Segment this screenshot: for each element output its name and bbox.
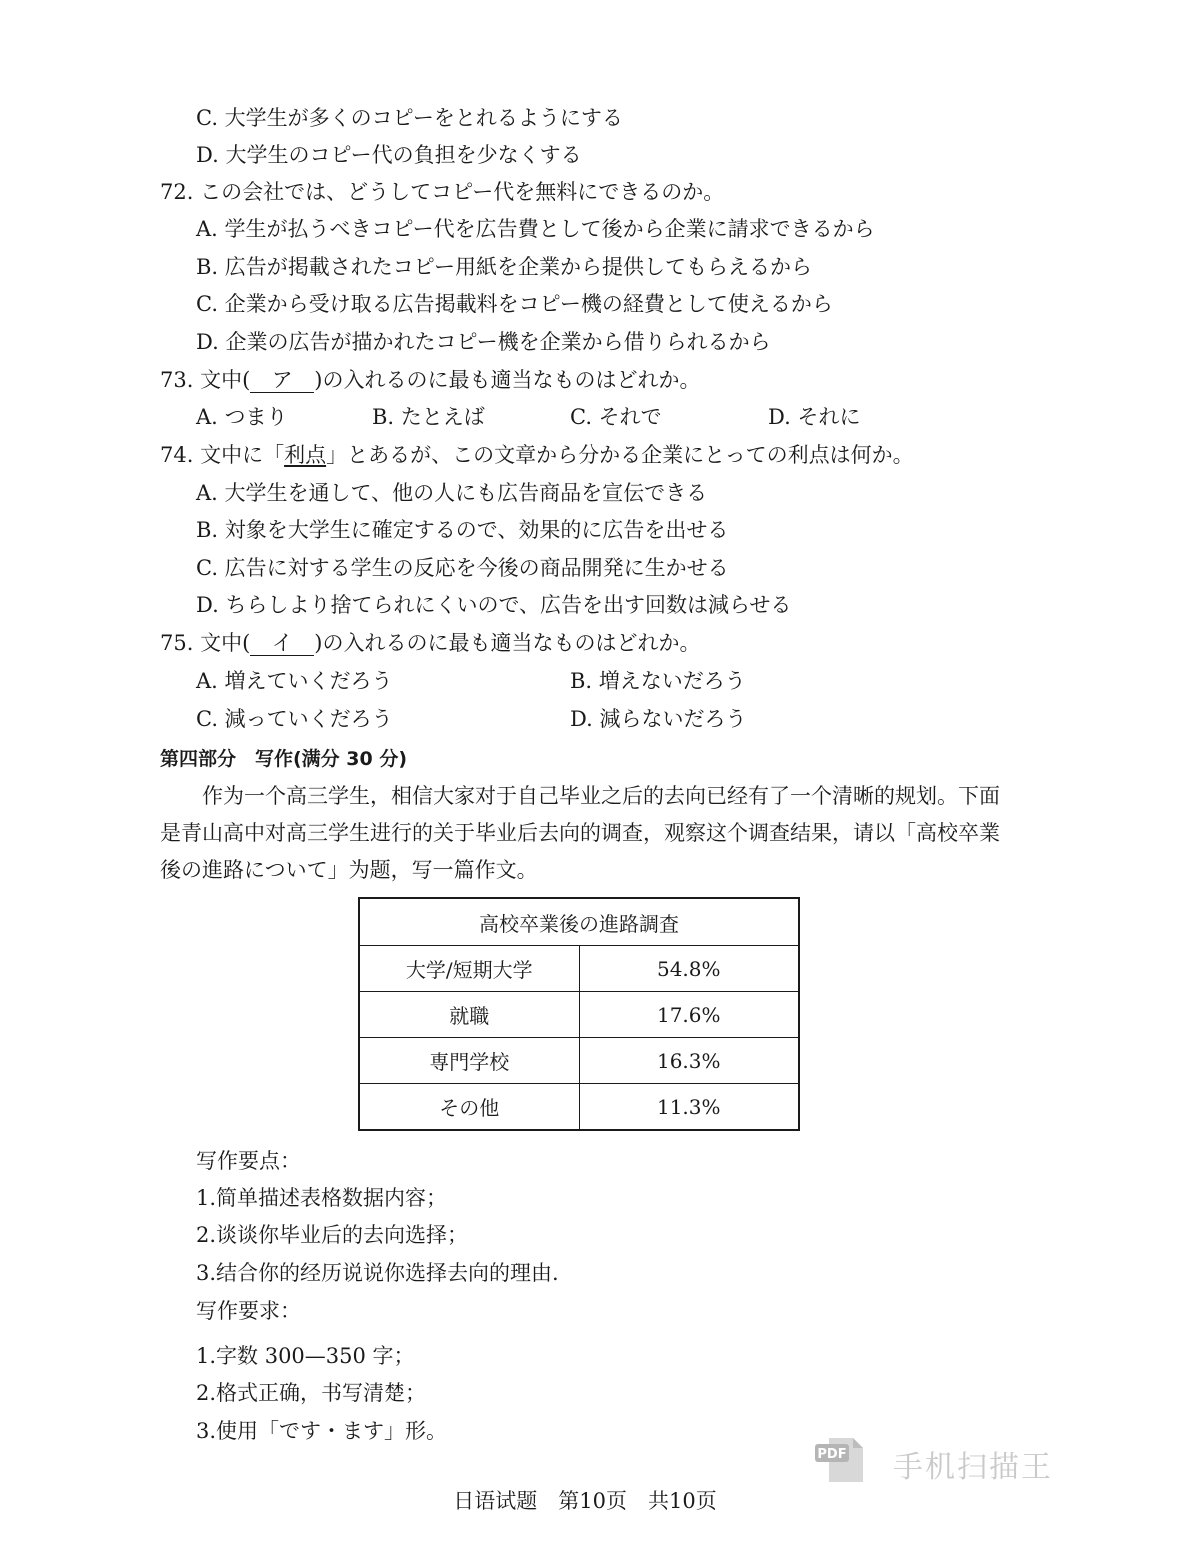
q75-stem-pre: 75. 文中( (160, 631, 251, 655)
q72-stem: 72. この会社では、どうしてコピー代を無料にできるのか。 (160, 180, 725, 204)
q75-stem-post: )の入れるのに最も適当なものはどれか。 (314, 631, 701, 655)
page-footer: 日语试题 第10页 共10页 (453, 1489, 717, 1513)
table-cell-label: その他 (359, 1084, 579, 1131)
section4-heading: 第四部分 写作(满分 30 分) (160, 748, 408, 770)
table-cell-value: 16.3% (579, 1038, 799, 1084)
q73-stem-post: )の入れるのに最も適当なものはどれか。 (314, 368, 701, 392)
q72-option-a: A. 学生が払うべきコピー代を広告費として後から企業に請求できるから (196, 217, 875, 241)
q73-blank: ア (250, 368, 314, 393)
q75-stem (160, 628, 700, 658)
q72-option-c: C. 企業から受け取る広告掲載料をコピー機の経費として使えるから (196, 292, 833, 316)
table-cell-label: 大学/短期大学 (359, 946, 579, 992)
q71-option-d: D. 大学生のコピー代の負担を少なくする (196, 143, 582, 167)
q74-option-b: B. 対象を大学生に確定するので、効果的に広告を出せる (196, 518, 729, 542)
q74-option-c: C. 広告に対する学生の反応を今後の商品開発に生かせる (196, 556, 729, 580)
table-row (359, 1038, 799, 1084)
survey-table (358, 897, 800, 1131)
requirement-item: 1.字数 300—350 字； (196, 1344, 415, 1368)
q75-option-c: C. 減っていくだろう (196, 707, 393, 731)
survey-table-caption: 高校卒業後の進路調査 (359, 898, 799, 946)
q73-stem-pre: 73. 文中( (160, 368, 251, 392)
q75-blank: イ (250, 631, 314, 656)
section4-intro (160, 778, 1020, 889)
requirement-item: 2.格式正确，书写清楚； (196, 1381, 427, 1405)
section4-intro-text: 作为一个高三学生，相信大家对于自己毕业之后的去向已经有了一个清晰的规划。下面是青山高中对高三学生进行的关于毕业后去向的调查，观察这个调查结果，请以「高校卒業後の進路について」为题，写一篇作文。 (160, 784, 1000, 882)
q74-stem (160, 440, 914, 470)
table-row (359, 992, 799, 1038)
table-cell-label: 就職 (359, 992, 579, 1038)
q71-option-c: C. 大学生が多くのコピーをとれるようにする (196, 106, 623, 130)
q73-option-c: C. それで (570, 405, 662, 429)
q73-option-d: D. それに (768, 405, 861, 429)
requirements-title: 写作要求： (196, 1299, 301, 1323)
q72-option-d: D. 企業の広告が描かれたコピー機を企業から借りられるから (196, 330, 771, 354)
q74-option-a: A. 大学生を通して、他の人にも広告商品を宣伝できる (196, 481, 708, 505)
table-cell-value: 11.3% (579, 1084, 799, 1131)
point-item: 2.谈谈你毕业后的去向选择； (196, 1223, 469, 1247)
table-cell-label: 専門学校 (359, 1038, 579, 1084)
q73-option-a: A. つまり (196, 405, 288, 429)
q75-option-b: B. 増えないだろう (570, 669, 746, 693)
q73-stem (160, 365, 700, 395)
scanner-watermark (815, 1430, 1055, 1490)
q74-stem-post: 」とあるが、この文章から分かる企業にとっての利点は何か。 (326, 443, 914, 467)
table-cell-value: 17.6% (579, 992, 799, 1038)
table-cell-value: 54.8% (579, 946, 799, 992)
table-row (359, 946, 799, 992)
q74-option-d: D. ちらしより捨てられにくいので、広告を出す回数は減らせる (196, 593, 792, 617)
point-item: 3.结合你的经历说说你选择去向的理由. (196, 1261, 559, 1285)
q73-option-b: B. たとえば (372, 405, 485, 429)
requirement-item: 3.使用「です・ます」形。 (196, 1419, 448, 1443)
point-item: 1.简单描述表格数据内容； (196, 1186, 448, 1210)
points-title: 写作要点： (196, 1149, 301, 1173)
q75-option-d: D. 減らないだろう (570, 707, 747, 731)
pdf-icon-label: PDF (817, 1447, 847, 1462)
pdf-file-icon (815, 1436, 865, 1484)
watermark-text: 手机扫描王 (893, 1450, 1053, 1485)
q75-option-a: A. 増えていくだろう (196, 669, 393, 693)
q74-stem-pre: 74. 文中に「 (160, 443, 285, 467)
q74-underlined-term: 利点 (284, 443, 327, 467)
table-row (359, 1084, 799, 1131)
q72-option-b: B. 広告が掲載されたコピー用紙を企業から提供してもらえるから (196, 255, 812, 279)
